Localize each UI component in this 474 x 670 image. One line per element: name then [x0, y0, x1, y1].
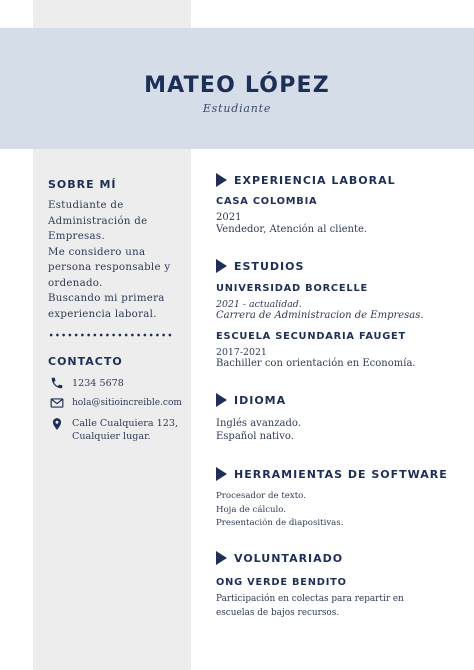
triangle-right-icon: [216, 259, 227, 273]
language-item: Inglés avanzado.: [216, 418, 301, 429]
volunteer-text: escuelas de bajos recursos.: [216, 608, 340, 618]
study-school: ESCUELA SECUNDARIA FAUGET: [216, 331, 407, 342]
study-detail: Bachiller con orientación en Economía.: [216, 358, 416, 369]
study-period: 2017-2021: [216, 347, 267, 358]
triangle-right-icon: [216, 393, 227, 407]
volunteer-org: ONG VERDE BENDITO: [216, 577, 347, 588]
language-heading: IDIOMA: [234, 394, 287, 407]
triangle-right-icon: [216, 467, 227, 481]
study-detail: Carrera de Administracion de Empresas.: [216, 310, 424, 321]
experience-year: 2021: [216, 212, 242, 223]
location-pin-icon: [50, 417, 64, 431]
experience-role: Vendedor, Atención al cliente.: [216, 224, 368, 235]
triangle-right-icon: [216, 173, 227, 187]
tool-item: Procesador de texto.: [216, 491, 306, 501]
about-line: ordenado.: [48, 277, 103, 289]
about-heading: SOBRE MÍ: [48, 178, 117, 191]
about-line: Buscando mi primera: [48, 293, 165, 304]
phone-icon: [50, 376, 64, 390]
envelope-icon: [50, 396, 64, 410]
phone-number[interactable]: 1234 5678: [72, 378, 124, 389]
about-line: Me considero una: [48, 246, 146, 258]
about-line: Administración de: [48, 215, 148, 227]
about-line: Estudiante de: [48, 200, 124, 211]
studies-heading: ESTUDIOS: [234, 260, 305, 273]
about-line: Empresas.: [48, 231, 105, 242]
address-line: Calle Cualquiera 123,: [72, 418, 179, 429]
language-item: Español nativo.: [216, 431, 294, 442]
about-line: persona responsable y: [48, 262, 171, 273]
about-text: [48, 198, 183, 322]
tool-item: Hoja de cálculo.: [216, 505, 287, 515]
experience-heading: EXPERIENCIA LABORAL: [234, 174, 396, 187]
tools-heading: HERRAMIENTAS DE SOFTWARE: [234, 468, 448, 481]
volunteer-text: Participación en colectas para repartir en: [216, 594, 404, 604]
person-title: Estudiante: [202, 102, 272, 115]
person-name: MATEO LÓPEZ: [144, 73, 330, 98]
volunteer-heading: VOLUNTARIADO: [234, 552, 344, 565]
address-line: Cualquier lugar.: [72, 431, 151, 442]
experience-company: CASA COLOMBIA: [216, 196, 318, 207]
tool-item: Presentación de diapositivas.: [216, 518, 344, 528]
study-period: 2021 - actualidad.: [216, 299, 302, 310]
email-address[interactable]: hola@sitioincreible.com: [72, 398, 182, 408]
about-line: experiencia laboral.: [48, 308, 157, 320]
contact-heading: CONTACTO: [48, 355, 123, 368]
triangle-right-icon: [216, 551, 227, 565]
study-school: UNIVERSIDAD BORCELLE: [216, 283, 368, 294]
dotted-divider: [48, 333, 173, 337]
